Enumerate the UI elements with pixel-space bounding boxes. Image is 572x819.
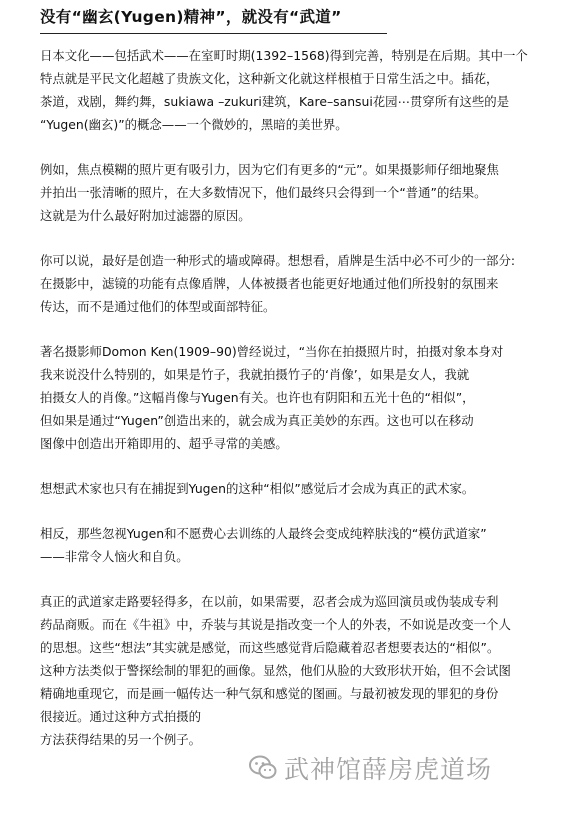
paragraph [40, 158, 564, 227]
paragraph [40, 522, 564, 568]
paragraph [40, 590, 564, 751]
paragraph [40, 340, 564, 455]
text-line: ——非常令人恼火和自负。 [40, 549, 189, 564]
text-line: 并拍出一张清晰的照片，在大多数情况下，他们最终只会得到一个“普通”的结果。 [40, 185, 487, 200]
text-line: 但如果是通过“Yugen”创造出来的，就会成为真正美妙的东西。这也可以在移动 [40, 413, 474, 428]
text-line: 拍摄女人的肖像。”这幅肖像与Yugen有关。也许也有阴阳和五光十色的“相似”， [40, 390, 475, 405]
text-line: 图像中创造出开箱即用的、超乎寻常的美感。 [40, 436, 288, 451]
text-line: 这就是为什么最好附加过滤器的原因。 [40, 208, 251, 223]
watermark-text: 武神馆薛房虎道场 [284, 755, 493, 784]
text-line: 很接近。通过这种方式拍摄的 [40, 709, 202, 724]
text-line: 茶道，戏剧，舞约舞，sukiawa –zukuri建筑，Kare–sansui花园⋯贯穿所有这些的是 [40, 94, 510, 109]
text-line: 想想武术家也只有在捕捉到Yugen的这种“相似”感觉后才会成为真正的武术家。 [40, 481, 475, 496]
text-line: 相反，那些忽视Yugen和不愿费心去训练的人最终会变成纯粹肤浅的“模仿武道家” [40, 526, 487, 541]
text-line: 精确地重现它，而是画一幅传达一种气氛和感觉的图画。与最初被发现的罪犯的身份 [40, 686, 499, 701]
text-line: 著名摄影师Domon Ken(1909–90)曾经说过，“当你在拍摄照片时，拍摄对象本身对 [40, 344, 504, 359]
text-line: “Yugen(幽玄)”的概念——一个微妙的，黑暗的美世界。 [40, 117, 348, 132]
paragraph [40, 477, 564, 500]
page-title: 没有“幽玄(Yugen)精神”，就没有“武道” [40, 8, 342, 26]
text-line: 在摄影中，滤镜的功能有点像盾牌，人体被摄者也能更好地通过他们所投射的氛围来 [40, 276, 499, 291]
text-line: 日本文化——包括武术——在室町时期(1392–1568)得到完善，特别是在后期。其中一个 [40, 48, 528, 63]
text-line: 药品商贩。而在《牛祖》中，乔装与其说是指改变一个人的外表，不如说是改变一个人 [40, 617, 511, 632]
text-line: 传达，而不是通过他们的体型或面部特征。 [40, 299, 276, 314]
text-line: 我来说没什么特别的，如果是竹子，我就拍摄竹子的‘肖像’，如果是女人，我就 [40, 367, 470, 382]
paragraph [40, 44, 564, 136]
text-line: 特点就是平民文化超越了贵族文化，这种新文化就这样根植于日常生活之中。插花， [40, 71, 499, 86]
text-line: 这种方法类似于警探绘制的罪犯的画像。显然，他们从脸的大致形状开始，但不会试图 [40, 663, 511, 678]
paragraph [40, 249, 564, 318]
text-line: 例如，焦点模糊的照片更有吸引力，因为它们有更多的“元”。如果摄影师仔细地聚焦 [40, 162, 499, 177]
text-line: 你可以说，最好是创造一种形式的墙或障碍。想想看，盾牌是生活中必不可少的一部分: [40, 253, 516, 268]
text-line: 真正的武道家走路要轻得多，在以前，如果需要，忍者会成为巡回演员或伪装成专利 [40, 594, 499, 609]
title-divider [40, 33, 387, 34]
text-line: 的思想。这些“想法”其实就是感觉，而这些感觉背后隐藏着忍者想要表达的“相似”。 [40, 640, 500, 655]
text-line: 方法获得结果的另一个例子。 [40, 732, 202, 747]
